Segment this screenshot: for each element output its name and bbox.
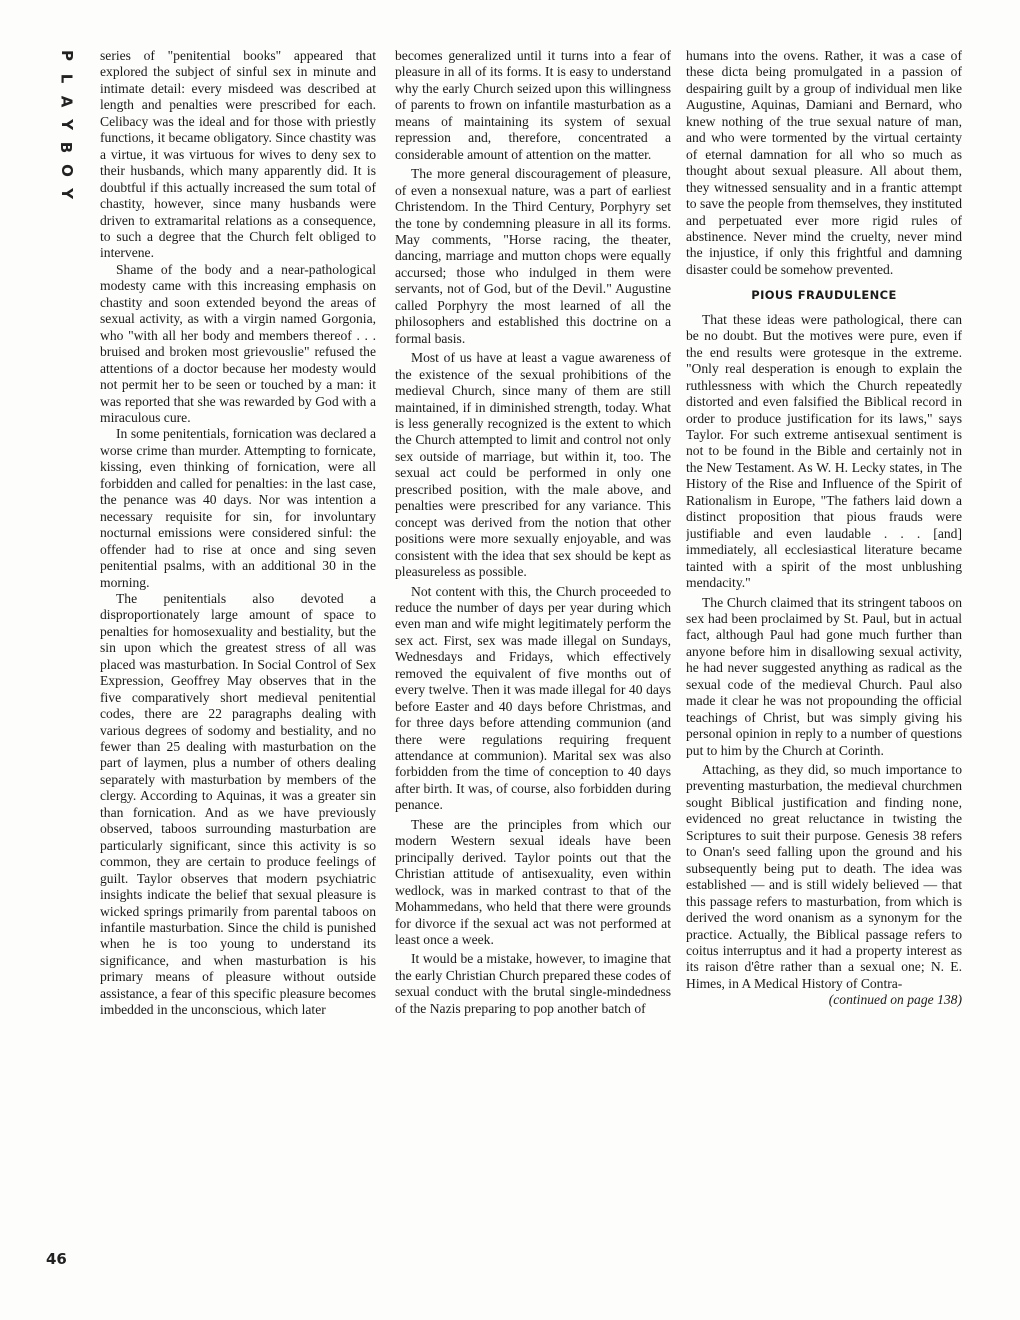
text-column-2 xyxy=(395,48,671,1278)
paragraph: The penitentials also devoted a disproportionately large amount of space to penalties for homosexuality and bestiality, but the sin upon which the greatest stress of all was placed was masturbation. In Social Control of Sex Expression, Geoffrey May observes that in the five comparatively short medieval penitential codes, there are 22 paragraphs dealing with various degrees of sodomy and bestiality, and no fewer than 25 dealing with masturbation on the part of laymen, plus a number of others dealing separately with masturbation by members of the clergy. According to Aquinas, it was a greater sin than fornication. And as we have previously observed, taboos surrounding masturbation are particularly significant, since this activity is so common, they are certain to produce feelings of guilt. Taylor observes that modern psychiatric insights indicate the belief that sexual pleasure is wicked springs primarily from parental taboos on infantile masturbation. Since the child is punished when he is too young to understand its significance, and when masturbation is his primary means of pleasure without outside assistance, a fear of this specific pleasure becomes imbedded in the unconscious, which later xyxy=(100,590,376,1018)
paragraph: series of "penitential books" appeared that explored the subject of sinful sex in minute and intimate detail: every misdeed was described at length and penalties were prescribed for each. Celibacy was the ideal and for those with priestly functions, it became obligatory. Since chastity was a virtue, it was virtuous for wives to deny sex to their husbands, which many apparently did. It is doubtful if this actually increased the sum total of chastity, however, since many husbands were driven to extramarital relations as a consequence, to such a degree that the Church felt obliged to intervene. xyxy=(100,48,376,261)
masthead-letter: Y xyxy=(57,119,76,130)
text-column-1 xyxy=(100,48,376,1278)
paragraph: humans into the ovens. Rather, it was a case of these dicta being promulgated in a passion of despairing guilt by a group of individual men like Augustine, Aquinas, Damiani and Bernard, who knew nothing of the true sexual nature of man, and who were tormented by the virtual certainty of eternal damnation for all who so much as thought about sexual pleasure. All about them, they witnessed sensuality and in a frantic attempt to save the people from themselves, they instituted and perpetuated ever more rigid rules of abstinence. Never mind the cruelty, never mind the injustice, if only this frightful and damning disaster could be somehow prevented. xyxy=(686,48,962,277)
paragraph: Attaching, as they did, so much importance to preventing masturbation, the medieval churchmen sought Biblical justification and finding none, evidenced no great reluctance in twisting the Scriptures to suit their purpose. Genesis 38 refers to Onan's seed falling upon the ground and his subsequently being put to death. The idea was established — and is still widely believed — that this passage refers to masturbation, from which is derived the word onanism as a synonym for the practice. Actually, the Biblical passage refers to coitus interruptus and it had a property interest as its raison d'être rather than a sexual one; N. E. Himes, in A Medical History of Contra- xyxy=(686,762,962,991)
paragraph: Most of us have at least a vague awareness of the existence of the sexual prohibitions of the medieval Church, since many of them are still maintained, if in diminished strength, today. What is less generally recognized is the extent to which the Church attempted to limit and control not only sex outside of marriage, but within it, too. The sexual act could be performed in only one prescribed position, with the male above, and penalties were prescribed for any variance. This concept was derived from the notion that other positions were more sexually enjoyable, and was consistent with the idea that sex should be kept as pleasureless as possible. xyxy=(395,350,671,580)
continued-note[interactable]: (continued on page 138) xyxy=(828,992,962,1008)
text-column-3 xyxy=(686,48,962,1278)
paragraph: Shame of the body and a near-pathological modesty came with this increasing emphasis on chastity and soon extended beyond the areas of sexual activity, as with a virgin named Gorgonia, who "with all her body and members thereof . . . bruised and broken most grievouslie" refused the attentions of a doctor because her modesty would not permit her to be seen or touched by a man: it was reported that she was rewarded by God with a miraculous cure. xyxy=(100,261,376,425)
paragraph: In some penitentials, fornication was declared a worse crime than murder. Attempting to fornicate, kissing, even thinking of fornication, were all forbidden and called for penalties: in the last case, the penance was 40 days. Nor was intention a necessary requisite for sin, for involuntary nocturnal emissions were considered sinful: the offender had to rise at once and sing seven penitential psalms, with an additional 30 in the morning. xyxy=(100,426,376,590)
paragraph: Not content with this, the Church proceeded to reduce the number of days per year during which even man and wife might legitimately perform the sex act. First, sex was made illegal on Sundays, Wednesdays and Fridays, which effectively removed the equivalent of five months out of every twelve. Then it was made illegal for 40 days before Easter and 40 days before Christmas, and for three days before attending communion (and there were regulations requiring frequent attendance at communion). Marital sex was also forbidden from the time of conception to 40 days after birth. It was, of course, also forbidden during penance. xyxy=(395,583,671,813)
paragraph: The Church claimed that its stringent taboos on sex had been proclaimed by St. Paul, but in actual fact, although Paul had gone much further than anyone before him in disallowing sexual activity, he had never suggested anything as radical as the sexual code of the medieval Church. Paul also made it clear he was not propounding the official teachings of Christ, but was simply giving his personal opinion in reply to a number of questions put to him by the Church at Corinth. xyxy=(686,594,962,758)
section-subhead: PIOUS FRAUDULENCE xyxy=(751,288,897,303)
masthead-vertical xyxy=(54,44,78,205)
masthead-letter: B xyxy=(57,141,76,154)
paragraph: It would be a mistake, however, to imagine that the early Christian Church prepared these codes of sexual conduct with the brutal single-mindedness of the Nazis preparing to pop another batch of xyxy=(395,951,671,1016)
masthead-letter: A xyxy=(57,95,76,108)
paragraph: becomes generalized until it turns into a fear of pleasure in all of its forms. It is easy to understand why the early Church seized upon this willingness of parents to frown on infantile masturbation as a means of maintaining its system of sexual repression and, therefore, concentrated a considerable amount of attention on the matter. xyxy=(395,48,671,162)
masthead-letter: L xyxy=(57,73,76,84)
masthead-letter: Y xyxy=(57,188,76,199)
page-number: 46 xyxy=(46,1250,67,1268)
masthead-letter: P xyxy=(57,50,76,61)
paragraph: The more general discouragement of pleasure, of even a nonsexual nature, was a part of earliest Christendom. In the Third Century, Porphyry set the tone by condemning pleasure in all its forms. May comments, "Horse racing, the theater, dancing, marriage and mutton chops were equally accursed; those who indulged in them were servants, not of God, but of the Devil." Augustine called Porphyry the most learned of all the philosophers and established this doctrine on a formal basis. xyxy=(395,166,671,346)
masthead-letter: O xyxy=(57,164,76,177)
paragraph: That these ideas were pathological, there can be no doubt. But the motives were pure, even if the end results were grotesque in the extreme. "Only real desperation is enough to explain the ruthlessness with which the Church repeatedly distorted and even falsified the Biblical record in order to produce justification for its laws," says Taylor. For such extreme antisexual sentiment is not to be found in the Bible and certainly not in the New Testament. As W. H. Lecky states, in The History of the Rise and Influence of the Spirit of Rationalism in Europe, "The fathers laid down a distinct proposition that pious frauds were justifiable and even laudable . . . [and] immediately, all ecclesiastical literature became tainted with a spirit of the most unblushing mendacity." xyxy=(686,311,962,591)
paragraph: These are the principles from which our modern Western sexual ideals have been principally derived. Taylor points out that the Christian attitude of antisexuality, even within wedlock, was in marked contrast to that of the Mohammedans, who held that there were grounds for divorce if the sexual act was not performed at least once a week. xyxy=(395,816,671,948)
